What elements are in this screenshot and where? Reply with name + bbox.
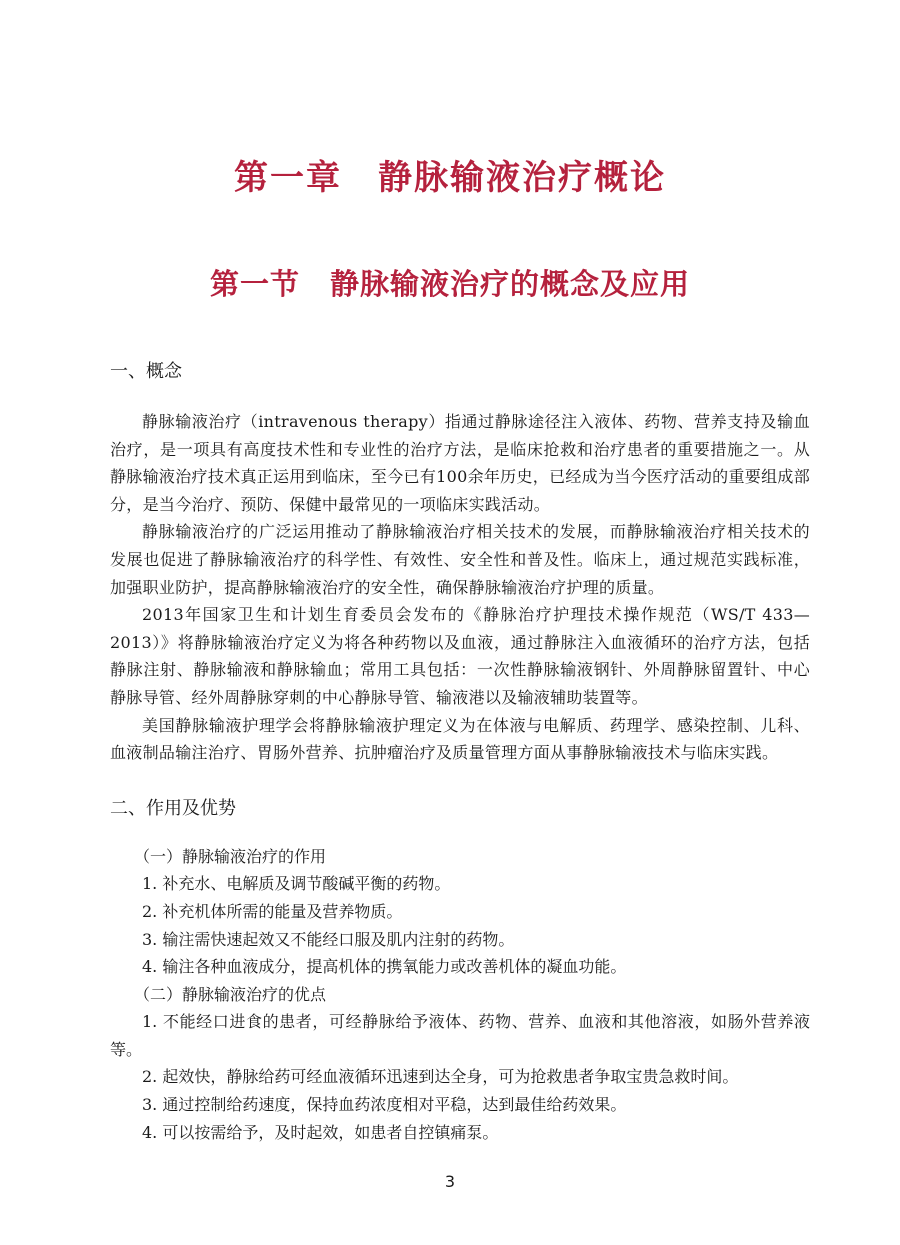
list-item: 4. 可以按需给予，及时起效，如患者自控镇痛泵。	[142, 1122, 499, 1142]
paragraph: 2013年国家卫生和计划生育委员会发布的《静脉治疗护理技术操作规范（WS/T 433—2013）》将静脉输液治疗定义为将各种药物以及血液，通过静脉注入血液循环的治疗方法，包括静脉注射、静脉输液和静脉输血；常用工具包括：一次性静脉输液钢针、外周静脉留置针、中心静脉导管、经外周静脉穿刺的中心静脉导管、输液港以及输液辅助装置等。	[110, 605, 810, 707]
subheading-advantages: （二）静脉输液治疗的优点	[134, 984, 327, 1004]
list-item: 3. 通过控制给药速度，保持血药浓度相对平稳，达到最佳给药效果。	[142, 1095, 627, 1115]
list-item: 3. 输注需快速起效又不能经口服及肌内注射的药物。	[142, 929, 515, 949]
section-title: 第一节 静脉输液治疗的概念及应用	[209, 267, 690, 301]
list-item: 2. 起效快，静脉给药可经血液循环迅速到达全身，可为抢救患者争取宝贵急救时间。	[142, 1067, 739, 1087]
heading-concept: 一、概念	[110, 361, 182, 382]
page-number: 3	[444, 1172, 456, 1191]
paragraph: 美国静脉输液护理学会将静脉输液护理定义为在体液与电解质、药理学、感染控制、儿科、血液制品输注治疗、胃肠外营养、抗肿瘤治疗及质量管理方面从事静脉输液技术与临床实践。	[110, 715, 810, 763]
chapter-title: 第一章 静脉输液治疗概论	[234, 158, 666, 198]
list-item: 2. 补充机体所需的能量及营养物质。	[142, 901, 403, 921]
subheading-functions: （一）静脉输液治疗的作用	[134, 846, 327, 866]
list-item: 1. 不能经口进食的患者，可经静脉给予液体、药物、营养、血液和其他溶液，如肠外营养液等。	[110, 1012, 810, 1059]
heading-function-advantages: 二、作用及优势	[110, 797, 236, 819]
list-item: 1. 补充水、电解质及调节酸碱平衡的药物。	[142, 874, 451, 894]
list-item: 4. 输注各种血液成分，提高机体的携氧能力或改善机体的凝血功能。	[142, 957, 627, 977]
paragraph: 静脉输液治疗（intravenous therapy）指通过静脉途径注入液体、药物、营养支持及输血治疗，是一项具有高度技术性和专业性的治疗方法，是临床抢救和治疗患者的重要措施之一。从静脉输液治疗技术真正运用到临床，至今已有100余年历史，已经成为当今医疗活动的重要组成部分，是当今治疗、预防、保健中最常见的一项临床实践活动。	[110, 412, 810, 514]
paragraph: 静脉输液治疗的广泛运用推动了静脉输液治疗相关技术的发展，而静脉输液治疗相关技术的发展也促进了静脉输液治疗的科学性、有效性、安全性和普及性。临床上，通过规范实践标准，加强职业防护，提高静脉输液治疗的安全性，确保静脉输液治疗护理的质量。	[110, 522, 810, 597]
page-body	[110, 356, 810, 1146]
